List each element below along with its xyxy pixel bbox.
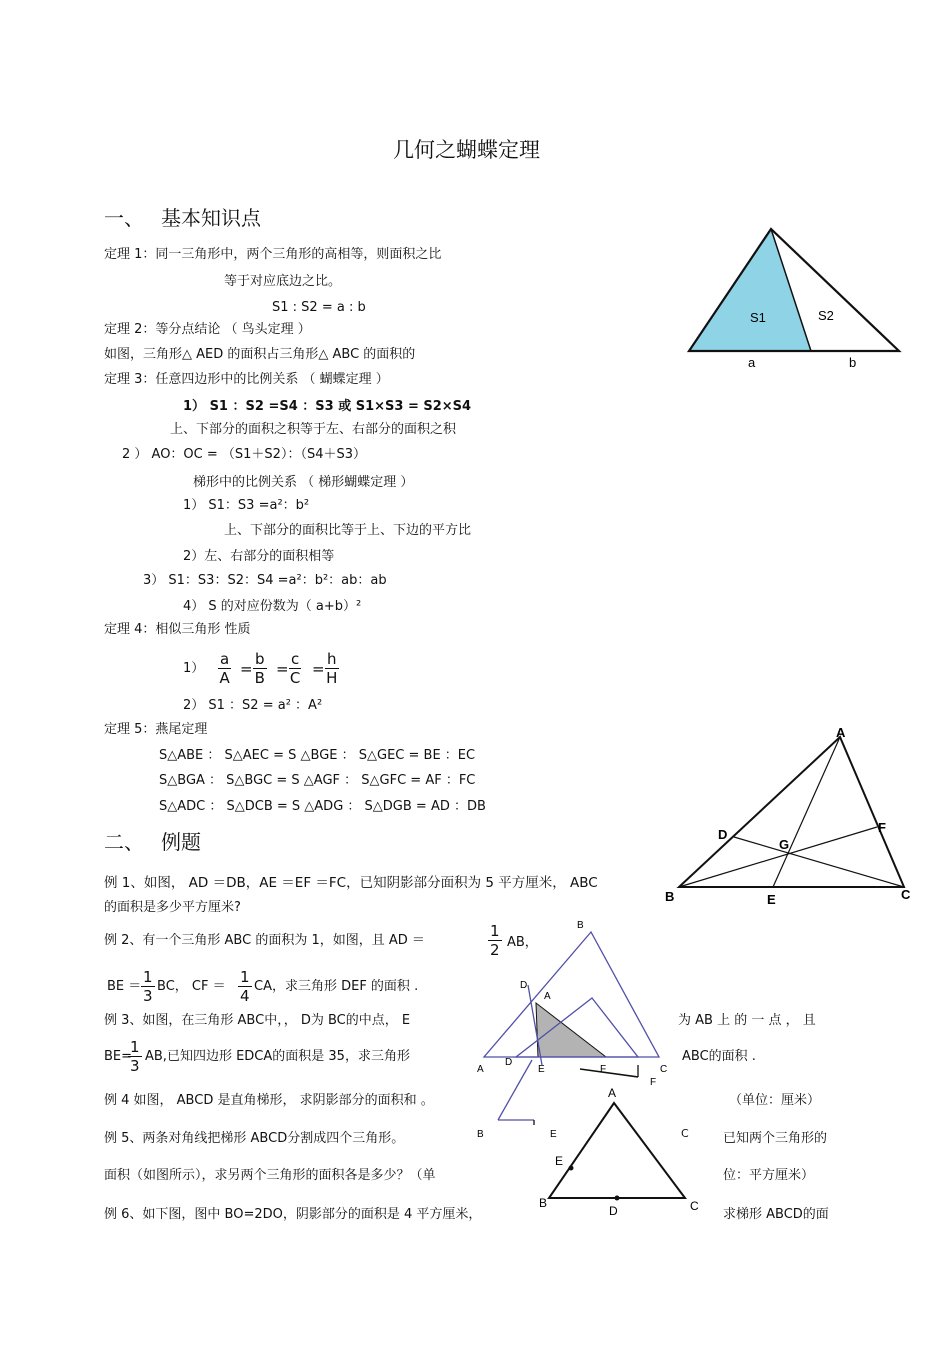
denominator: 2	[490, 941, 500, 959]
example-5-unit: 位：平方厘米）	[723, 1168, 815, 1183]
label-c: C	[660, 1064, 668, 1075]
fraction-third-ex3	[128, 1038, 142, 1075]
figure-swallowtail-triangle	[660, 722, 920, 912]
label-s2: S2	[818, 308, 834, 323]
figure-triangle-s1-s2	[680, 222, 910, 377]
triangle-abc	[679, 737, 904, 887]
segment	[580, 1069, 638, 1077]
trapezoid-formula-4: 4） S 的对应份数为（ a+b）²	[183, 599, 362, 614]
example-4: 例 4 如图， ABCD 是直角梯形， 求阴影部分的面积和 。	[104, 1093, 434, 1108]
denominator: H	[326, 669, 338, 687]
example-1-cont: 的面积是多少平方厘米?	[104, 900, 241, 915]
ratio-h-H	[325, 650, 339, 687]
example-4-unit: （单位：厘米）	[729, 1093, 821, 1108]
theorem-1-formula: S1 : S2 = a : b	[272, 300, 366, 315]
theorem-1: 定理 1：同一三角形中，两个三角形的高相等，则面积之比	[104, 247, 442, 262]
section-heading: 基本知识点	[161, 206, 261, 230]
numerator: 1	[130, 1038, 140, 1056]
theorem-5-line-2: S△BGA ： S△BGC = S △AGF ： S△GFC = AF ：FC	[159, 773, 476, 788]
label-b: B	[665, 889, 675, 904]
label-e: E	[555, 1154, 564, 1168]
label-a: A	[477, 1064, 484, 1075]
equals-sign: =	[276, 660, 289, 678]
label-a: A	[608, 1086, 617, 1100]
label-f: F	[650, 1077, 657, 1088]
example-3-cont: 为 AB 上 的 一 点 ， 且	[678, 1013, 816, 1028]
label-d: D	[505, 1057, 513, 1068]
point-e	[569, 1166, 574, 1171]
example-2-cf: BC， CF ＝	[157, 979, 226, 994]
trapezoid-text-2: 2）左、右部分的面积相等	[183, 549, 335, 564]
theorem-2: 定理 2：等分点结论 （ 鸟头定理 ）	[104, 322, 311, 337]
numerator: c	[291, 650, 300, 668]
segment	[498, 1060, 532, 1120]
numerator: b	[255, 650, 265, 668]
ratio-b-B	[253, 650, 267, 687]
example-6-cont: 求梯形 ABCD的面	[723, 1207, 829, 1222]
theorem-3-formula-2: 2 ） AO：OC = （S1＋S2）：（S4＋S3）	[122, 447, 366, 462]
label-b: b	[849, 355, 857, 370]
label-c: C	[690, 1199, 699, 1213]
example-5-cont: 已知两个三角形的	[723, 1131, 828, 1146]
label-c: C	[901, 887, 911, 902]
theorem-5: 定理 5：燕尾定理	[104, 722, 208, 737]
theorem-3-text-1: 上、下部分的面积之积等于左、右部分的面积之积	[170, 422, 457, 437]
numerator: 1	[240, 968, 250, 986]
trapezoid-formula-1: 1） S1：S3 =a²：b²	[183, 498, 310, 513]
figure-triangle-abc-de	[535, 1083, 710, 1218]
label-d: D	[520, 980, 528, 991]
section-number: 一、	[104, 206, 144, 230]
theorem-3-formula-1: 1） S1 ：S2 =S4 ：S3 或 S1×S3 = S2×S4	[183, 399, 472, 414]
ratio-c-C	[289, 650, 301, 687]
label-a: a	[748, 355, 756, 370]
theorem-2-text: 如图，三角形△ AED 的面积占三角形△ ABC 的面积的	[104, 347, 416, 362]
example-1: 例 1、如图， AD ＝DB，AE ＝EF ＝FC，已知阴影部分面积为 5 平方厘米， ABC	[104, 875, 598, 891]
example-2-ab: AB，	[507, 935, 538, 950]
label-e: E	[550, 1129, 557, 1140]
label-f: F	[600, 1064, 607, 1075]
numerator: 1	[490, 922, 500, 940]
triangle-abc	[549, 1103, 685, 1198]
trapezoid-text-1: 上、下部分的面积比等于上、下边的平方比	[224, 523, 472, 538]
theorem-4: 定理 4：相似三角形 性质	[104, 622, 251, 637]
label-b: B	[539, 1196, 548, 1210]
example-2-be: BE ＝	[107, 979, 142, 994]
numerator: 1	[143, 968, 153, 986]
label-e: E	[538, 1064, 545, 1075]
denominator: B	[254, 669, 265, 687]
denominator: A	[219, 669, 230, 687]
denominator: C	[289, 669, 301, 687]
label-a: A	[544, 991, 551, 1002]
theorem-5-line-3: S△ADC ： S△DCB = S △ADG ： S△DGB = AD ：DB	[159, 799, 486, 814]
label-f: F	[878, 820, 886, 835]
page-title: 几何之蝴蝶定理	[393, 138, 540, 162]
example-3: 例 3、如图，在三角形 ABC中，， D为 BC的中点， E	[104, 1013, 411, 1028]
theorem-3: 定理 3：任意四边形中的比例关系 （ 蝴蝶定理 ）	[104, 372, 389, 387]
numerator: a	[220, 650, 230, 668]
label-g: G	[779, 837, 790, 852]
theorem-4-item-2: 2） S1 ：S2 = a² ：A²	[183, 698, 323, 713]
example-3-question: ABC的面积 .	[682, 1049, 756, 1064]
example-5-line-2: 面积（如图所示），求另两个三角形的面积各是多少？（单	[104, 1168, 436, 1183]
denominator: 4	[240, 987, 250, 1005]
label-b: B	[477, 1129, 484, 1140]
equals-sign: =	[312, 660, 325, 678]
denominator: 3	[130, 1057, 140, 1075]
equals-sign: =	[240, 660, 253, 678]
point-d	[615, 1196, 620, 1201]
ratio-a-A	[218, 650, 231, 687]
numerator: h	[327, 650, 337, 668]
label-d: D	[718, 827, 728, 842]
section-number: 二、	[104, 830, 144, 854]
fraction-third	[141, 968, 155, 1005]
cevian-ae	[773, 737, 840, 887]
label-d: D	[609, 1204, 618, 1218]
example-3-be: BE=	[104, 1049, 133, 1064]
label-e: E	[767, 892, 776, 907]
label-a: A	[836, 725, 846, 740]
denominator: 3	[143, 987, 153, 1005]
s1-region	[689, 229, 811, 351]
theorem-5-line-1: S△ABE ： S△AEC = S △BGE ： S△GEC = BE ：EC	[159, 748, 476, 763]
theorem-3-trapezoid: 梯形中的比例关系 （ 梯形蝴蝶定理 ）	[193, 475, 414, 490]
theorem-1-cont: 等于对应底边之比。	[224, 274, 342, 289]
example-5: 例 5、两条对角线把梯形 ABCD分割成四个三角形。	[104, 1131, 405, 1146]
example-3-text: AB,已知四边形 EDCA的面积是 35，求三角形	[145, 1049, 410, 1064]
example-2-question: CA，求三角形 DEF 的面积 .	[254, 979, 419, 994]
cevian-bf	[679, 827, 877, 887]
trapezoid-formula-3: 3） S1：S3：S2：S4 =a²：b²：ab：ab	[143, 573, 387, 588]
example-2: 例 2、有一个三角形 ABC 的面积为 1，如图，且 AD ＝	[104, 933, 425, 948]
section-heading: 例题	[161, 830, 201, 854]
fraction-quarter	[238, 968, 252, 1005]
label-s1: S1	[750, 310, 766, 325]
shaded-region	[536, 1003, 606, 1057]
theorem-4-item-1: 1）	[183, 661, 205, 676]
example-6: 例 6、如下图，图中 BO=2DO，阴影部分的面积是 4 平方厘米，	[104, 1207, 482, 1222]
label-c: C	[681, 1127, 689, 1140]
label-b: B	[577, 920, 584, 931]
